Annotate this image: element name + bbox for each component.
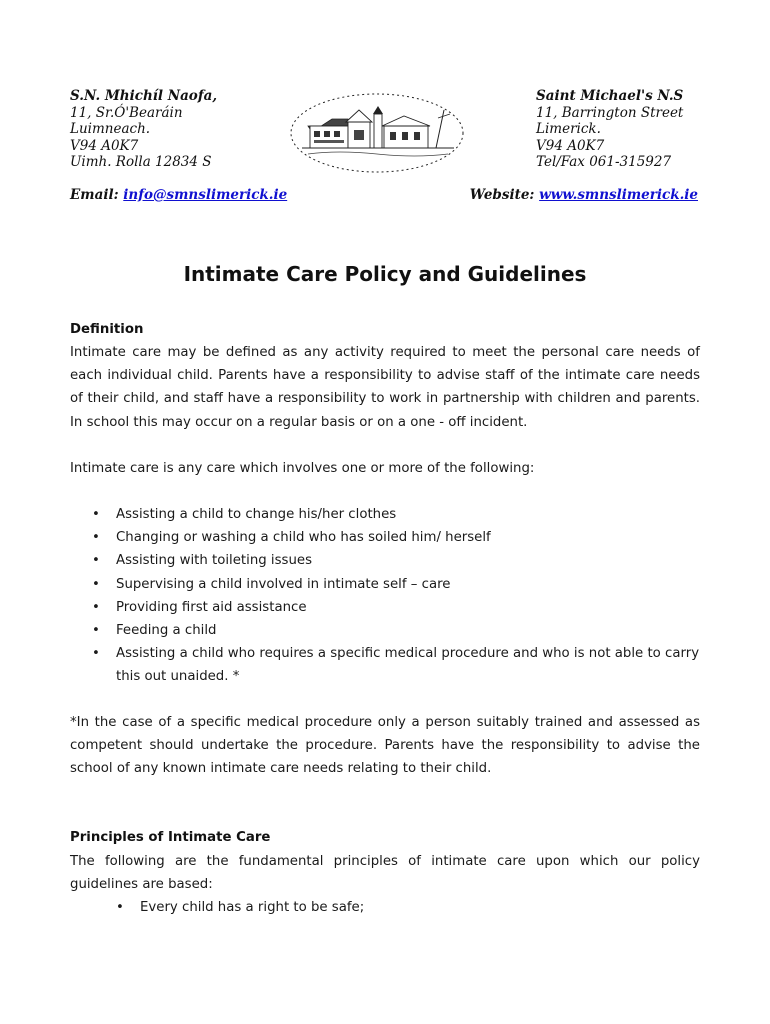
definition-paragraph: Intimate care may be defined as any activity required to meet the personal care needs of each individual child. Parents have a responsibility to advise staff of the intimate care needs of their child, and staff have a responsibility to work in partnership with children and parents. In school this may occur on a regular basis or on a one - off incident. [70,345,700,430]
principles-intro: The following are the fundamental principles of intimate care upon which our policy guidelines are based: [70,854,700,893]
address-line: V94 A0K7 [536,137,605,154]
address-line: 11, Sr.Ó'Bearáin [70,104,183,121]
intimate-care-intro: Intimate care is any care which involves one or more of the following: [70,461,535,476]
school-address-english [536,88,683,171]
list-item: • Assisting with toileting issues [70,549,700,572]
address-line: 11, Barrington Street [536,104,684,121]
school-logo [288,92,466,174]
intimate-care-list [70,503,700,689]
address-line: Luimneach. [70,121,151,138]
list-item: • Supervising a child involved in intimate self – care [70,573,700,596]
definition-heading: Definition [70,322,144,337]
email-label: Email: [70,187,119,203]
list-item: • Assisting a child to change his/her clothes [70,503,700,526]
school-name-english: Saint Michael's N.S [536,88,684,104]
email-link[interactable]: info@smnslimerick.ie [123,187,288,203]
address-line: V94 A0K7 [70,137,139,154]
school-address-irish [70,88,217,171]
website-label: Website: [469,187,535,203]
list-item: • Every child has a right to be safe; [70,896,700,919]
website-contact [470,187,698,203]
school-name-irish: S.N. Mhichíl Naofa, [70,88,218,104]
roll-number: Uimh. Rolla 12834 S [70,154,212,171]
email-contact [70,187,287,203]
document-title: Intimate Care Policy and Guidelines [183,262,587,286]
list-item: • Changing or washing a child who has soiled him/ herself [70,526,700,549]
list-item: • Providing first aid assistance [70,596,700,619]
list-item: • Assisting a child who requires a specific medical procedure and who is not able to carry this out unaided. * [70,642,700,688]
principles-heading: Principles of Intimate Care [70,830,271,845]
address-line: Limerick. [536,121,601,138]
medical-procedure-note: *In the case of a specific medical procedure only a person suitably trained and assessed as competent should undertake the procedure. Parents have the responsibility to advise the school of any known intimate care needs relating to their child. [70,715,700,777]
list-item: • Feeding a child [70,619,700,642]
website-link[interactable]: www.smnslimerick.ie [539,187,698,203]
principles-list [70,896,700,919]
phone-line: Tel/Fax 061-315927 [536,154,672,171]
